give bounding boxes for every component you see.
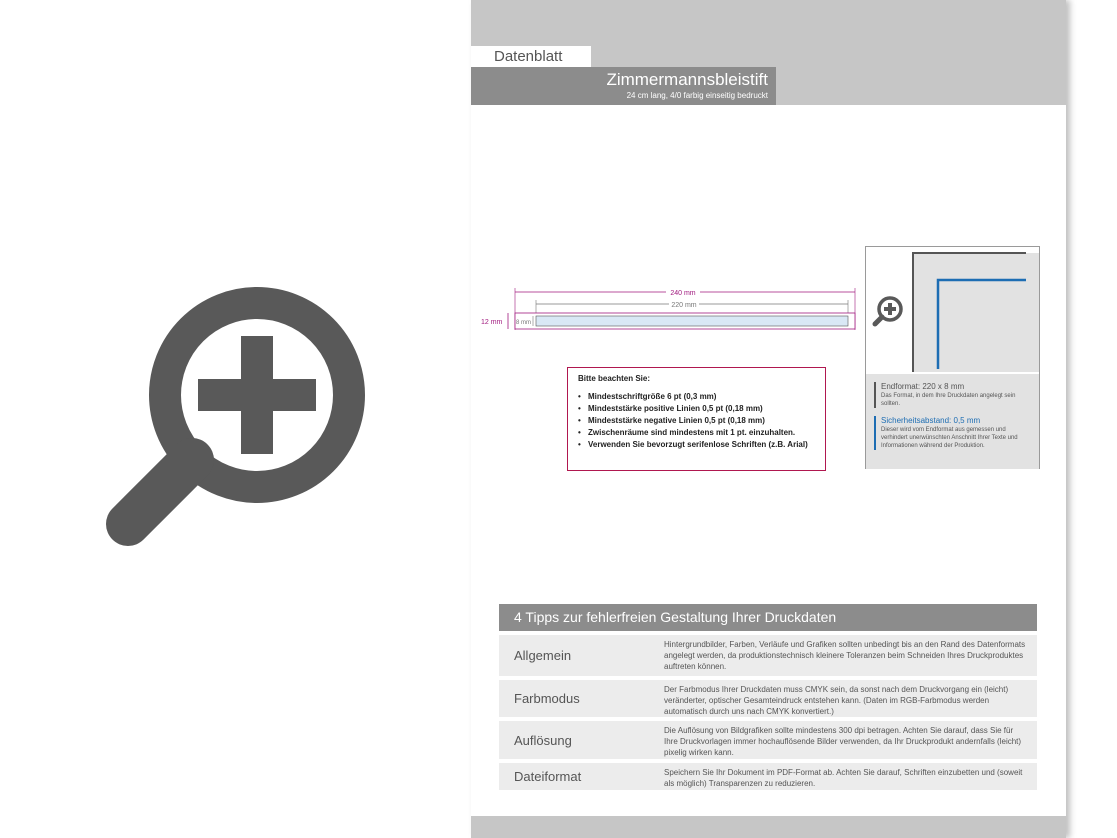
product-title: Zimmermannsbleistift bbox=[606, 70, 768, 89]
inner-width-label: 220 mm bbox=[671, 302, 697, 309]
zoom-in-icon[interactable] bbox=[875, 298, 901, 324]
notice-title: Bitte beachten Sie: bbox=[578, 374, 651, 383]
tips-table bbox=[499, 604, 1037, 790]
notice-list bbox=[578, 391, 815, 451]
notice-item: • Zwischenräume sind mindestens mit 1 pt. einzuhalten. bbox=[578, 427, 815, 439]
tip-text: Der Farbmodus Ihrer Druckdaten muss CMYK sein, da sonst nach dem Druckvorgang ein (leicht) veränderter, optischer Gesamteindruck entstehen kann. (Daten im RGB-Farbmodus werden automatisch durch uns nach CMYK konvertiert.) bbox=[664, 685, 1009, 716]
notice-item: • Mindestschriftgröße 6 pt (0,3 mm) bbox=[578, 391, 815, 403]
endformat-text: Das Format, in dem Ihre Druckdaten angelegt sein sollten. bbox=[881, 393, 1016, 407]
notice-box bbox=[567, 367, 826, 471]
inner-height-label: 8 mm bbox=[516, 320, 531, 326]
datasheet-page bbox=[471, 0, 1066, 838]
tip-label: Auflösung bbox=[514, 732, 572, 748]
outer-height-label: 12 mm bbox=[481, 319, 503, 326]
outer-width-label: 240 mm bbox=[670, 290, 696, 297]
tip-text: Hintergrundbilder, Farben, Verläufe und Grafiken sollten unbedingt bis an den Rand des Datenformats angelegt werden, da produktionstechnisch kleinere Toleranzen beim Schneiden Ihres Druckproduktes auftreten können. bbox=[664, 640, 1026, 671]
tip-text: Die Auflösung von Bildgrafiken sollte mindestens 300 dpi betragen. Achten Sie darauf, dass Sie für Ihre Druckvorlagen immer hochauflösende Bilder verwenden, da Ihr Druckprodukt andernfalls (leicht) pixelig wirken kann. bbox=[664, 726, 1022, 757]
notice-item: • Mindeststärke positive Linien 0,5 pt (0,18 mm) bbox=[578, 403, 815, 415]
endformat-label: Endformat: 220 x 8 mm bbox=[881, 382, 965, 391]
tip-label: Allgemein bbox=[514, 648, 572, 663]
notice-item: • Mindeststärke negative Linien 0,5 pt (0,18 mm) bbox=[578, 415, 815, 427]
dimension-diagram bbox=[471, 280, 861, 340]
detail-preview-info bbox=[866, 374, 1039, 469]
detail-preview-image bbox=[866, 247, 1039, 372]
product-subtitle: 24 cm lang, 4/0 farbig einseitig bedruckt bbox=[626, 91, 768, 100]
pencil-inner bbox=[536, 316, 848, 326]
tip-row bbox=[499, 680, 1037, 717]
tip-row bbox=[499, 763, 1037, 790]
footer-band bbox=[471, 816, 1066, 838]
safety-margin-label: Sicherheitsabstand: 0,5 mm bbox=[881, 416, 981, 425]
endformat-block bbox=[874, 382, 1031, 408]
tip-text: Speichern Sie Ihr Dokument im PDF-Format ab. Achten Sie darauf, Schriften einzubetten und (soweit als möglich) Transparenzen zu reduzieren. bbox=[664, 768, 1023, 788]
tip-label: Farbmodus bbox=[514, 691, 580, 706]
safety-margin-block bbox=[874, 416, 1031, 450]
tip-row bbox=[499, 721, 1037, 759]
zoom-in-icon[interactable] bbox=[100, 285, 365, 550]
tip-label: Dateiformat bbox=[514, 769, 582, 784]
tip-row bbox=[499, 635, 1037, 676]
datasheet-tab-label: Datenblatt bbox=[471, 46, 591, 67]
notice-item: • Verwenden Sie bevorzugt serifenlose Schriften (z.B. Arial) bbox=[578, 439, 815, 451]
detail-preview bbox=[865, 246, 1040, 469]
product-title-box bbox=[471, 67, 776, 105]
safety-margin-text: Dieser wird vom Endformat aus gemessen und verhindert unerwünschten Anschnitt Ihrer Texte und Informationen während der Produktion. bbox=[881, 427, 1018, 449]
tips-heading: 4 Tipps zur fehlerfreien Gestaltung Ihrer Druckdaten bbox=[499, 604, 1037, 631]
